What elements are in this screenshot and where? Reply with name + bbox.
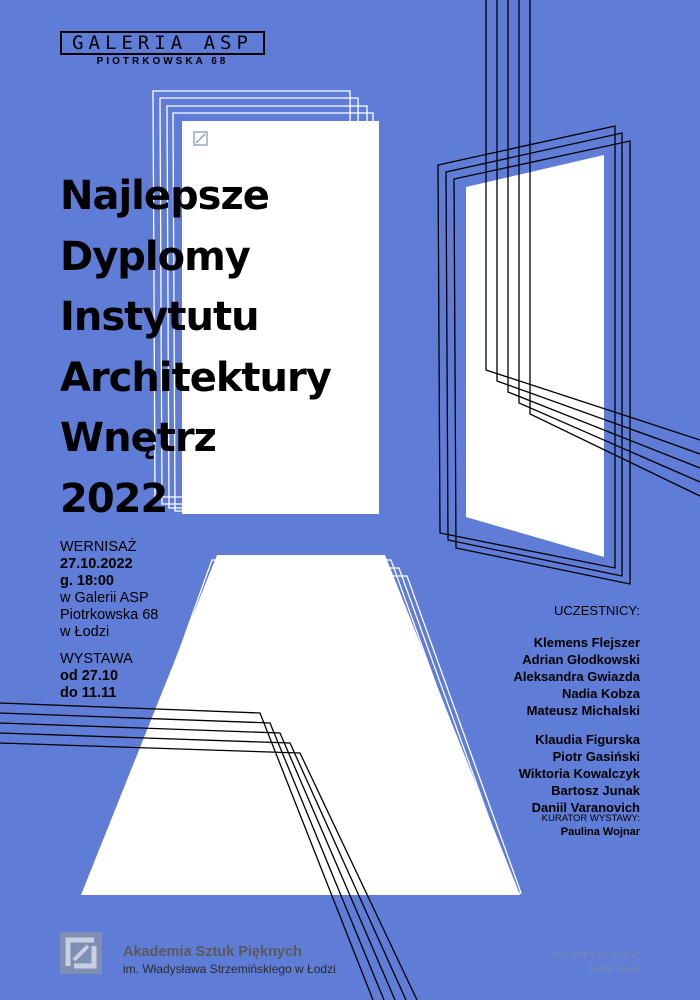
curator-label: KURATOR WYSTAWY:: [541, 813, 640, 824]
curator-name: Paulina Wojnar: [560, 826, 640, 838]
participant-name: Piotr Gasiński: [552, 749, 640, 764]
opening-date: 27.10.2022: [60, 556, 133, 572]
participant-name: Klaudia Figurska: [535, 732, 640, 747]
participant-name: Aleksandra Gwiazda: [513, 669, 640, 684]
event-info: [60, 539, 158, 702]
participant-name: Nadia Kobza: [561, 686, 640, 701]
participant-name: Daniil Varanovich: [531, 800, 640, 815]
exhibition-to: do 11.11: [60, 685, 117, 701]
participant-name: Mateusz Michalski: [526, 703, 640, 718]
exhibition-from: od 27.10: [60, 668, 119, 684]
opening-place: Piotrkowska 68: [60, 607, 159, 623]
opening-place: w Galerii ASP: [60, 590, 149, 606]
participant-name: Adrian Głodkowski: [522, 652, 640, 667]
participants-list: [514, 602, 640, 816]
exhibition-label: WYSTAWA: [60, 651, 133, 667]
title-line: Wnętrz: [60, 415, 216, 461]
participant-name: Klemens Flejszer: [533, 635, 640, 650]
title-line: Instytutu: [60, 294, 259, 340]
participant-name: Bartosz Junak: [551, 783, 640, 798]
participants-label: UCZESTNICY:: [554, 603, 640, 618]
gallery-logo: [60, 31, 265, 55]
academy-name: Akademia Sztuk Pięknych: [123, 944, 302, 960]
participant-name: Wiktoria Kowalczyk: [518, 766, 640, 781]
academy-logo-icon: [60, 932, 102, 974]
poster-author-name: Nadia Kobza: [588, 964, 640, 974]
window-panel: [466, 155, 604, 557]
opening-time: g. 18:00: [60, 573, 114, 589]
academy-subtitle: im. Władysława Strzemińskiego w Łodzi: [123, 962, 336, 976]
gallery-name: GALERIA ASP: [72, 32, 253, 54]
poster-title: [60, 166, 331, 529]
title-line: Dyplomy: [60, 233, 250, 280]
opening-place: w Łodzi: [60, 624, 110, 640]
poster-author-label: AUTORKA PLAKATU:: [551, 950, 640, 960]
curator: [542, 812, 640, 839]
opening-label: WERNISAŻ: [60, 539, 137, 555]
gallery-address: PIOTRKOWSKA 68: [96, 56, 229, 67]
title-line: 2022: [60, 475, 168, 522]
title-line: Architektury: [60, 354, 331, 401]
title-line: Najlepsze: [60, 173, 269, 219]
